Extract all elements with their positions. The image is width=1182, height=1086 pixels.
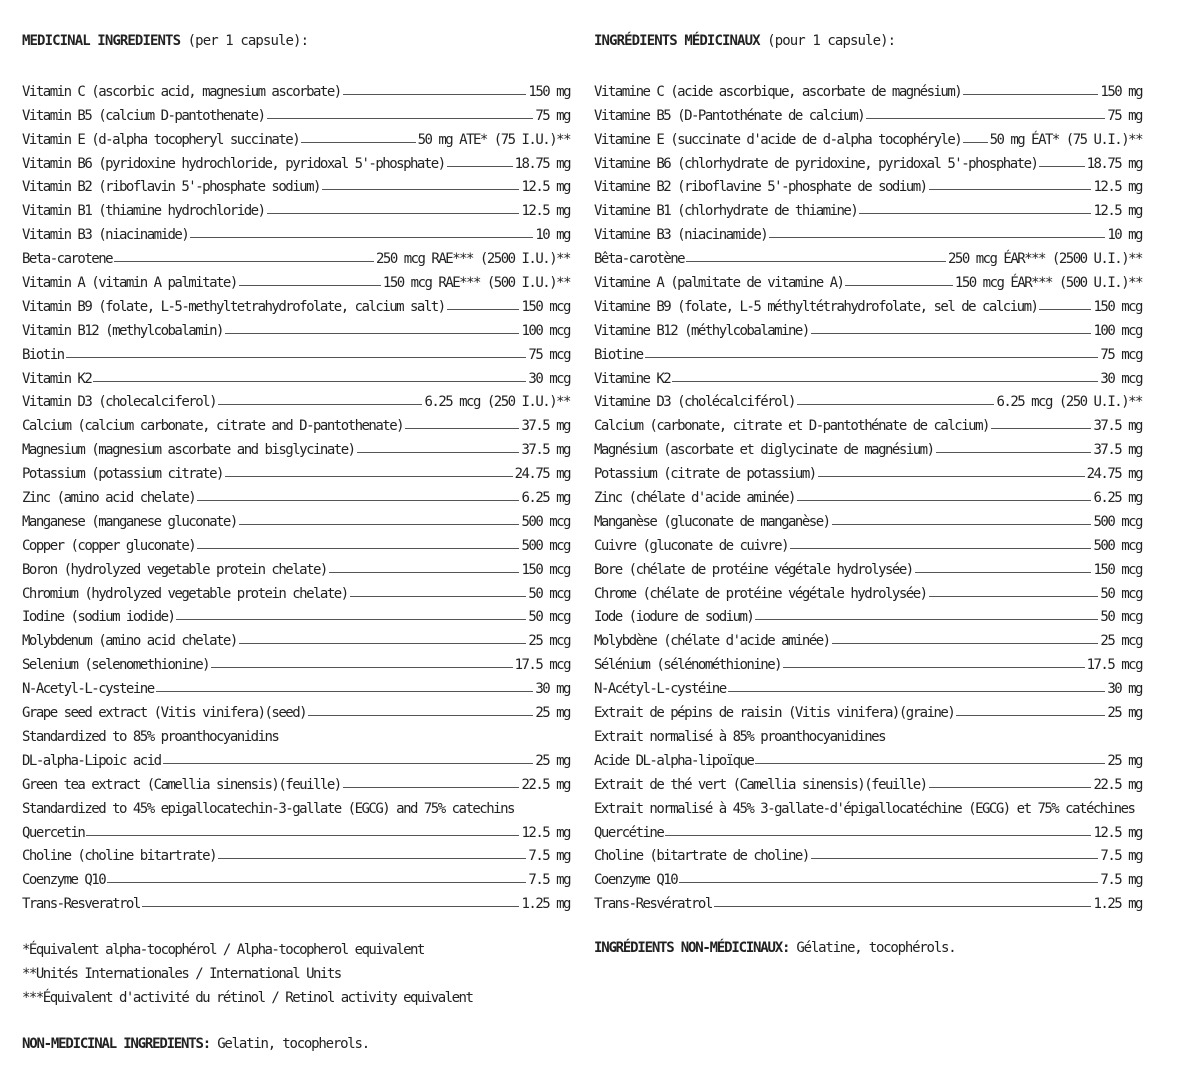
leader-line bbox=[929, 596, 1099, 597]
ingredient-name: Copper (copper gluconate) bbox=[22, 537, 196, 554]
leader-line bbox=[190, 237, 533, 238]
ingredient-name: Molybdenum (amino acid chelate) bbox=[22, 633, 237, 650]
ingredient-name: Calcium (calcium carbonate, citrate and D-pantothenate) bbox=[22, 418, 404, 435]
leader-line bbox=[357, 452, 520, 453]
ingredient-name: Potassium (potassium citrate) bbox=[22, 466, 223, 483]
ingredient-name: Vitamine E (succinate d'acide de d-alpha tocophéryle) bbox=[594, 131, 962, 148]
leader-line bbox=[343, 787, 520, 788]
ingredient-amount: 150 mcg bbox=[521, 298, 570, 315]
ingredient-row bbox=[594, 506, 1142, 530]
ingredient-amount: 50 mcg bbox=[528, 609, 570, 626]
leader-line bbox=[845, 285, 952, 286]
ingredient-row bbox=[594, 315, 1142, 339]
ingredient-name: Vitamine B6 (chlorhydrate de pyridoxine, pyridoxal 5'-phosphate) bbox=[594, 155, 1038, 172]
ingredient-name: Vitamine B2 (riboflavine 5'-phosphate de sodium) bbox=[594, 179, 927, 196]
ingredient-row bbox=[22, 315, 570, 339]
ingredient-amount: 50 mcg bbox=[528, 585, 570, 602]
ingredient-row bbox=[22, 482, 570, 506]
ingredient-name: Vitamin B2 (riboflavin 5'-phosphate sodium) bbox=[22, 179, 320, 196]
leader-line bbox=[267, 118, 534, 119]
ingredient-amount: 50 mg ATE* (75 I.U.)** bbox=[417, 131, 570, 148]
leader-line bbox=[769, 237, 1105, 238]
ingredient-row bbox=[594, 673, 1142, 697]
ingredient-name: Vitamin A (vitamin A palmitate) bbox=[22, 275, 237, 292]
leader-line bbox=[322, 189, 520, 190]
ingredient-name: Selenium (selenomethionine) bbox=[22, 657, 210, 674]
leader-line bbox=[859, 213, 1091, 214]
ingredient-name: Calcium (carbonate, citrate et D-pantothénate de calcium) bbox=[594, 418, 989, 435]
ingredient-row bbox=[594, 100, 1142, 124]
ingredient-amount: 250 mcg RAE*** (2500 I.U.)** bbox=[375, 251, 570, 268]
french-heading-bold: INGRÉDIENTS MÉDICINAUX bbox=[594, 33, 760, 49]
leader-line bbox=[239, 285, 381, 286]
ingredient-amount: 10 mg bbox=[1107, 227, 1142, 244]
leader-line bbox=[728, 691, 1106, 692]
ingredient-row bbox=[594, 434, 1142, 458]
ingredient-name: Iode (iodure de sodium) bbox=[594, 609, 754, 626]
french-column bbox=[594, 30, 1142, 912]
leader-line bbox=[405, 428, 519, 429]
leader-line bbox=[197, 548, 519, 549]
ingredient-name: N-Acetyl-L-cysteine bbox=[22, 681, 154, 698]
ingredient-row bbox=[22, 864, 570, 888]
ingredient-amount: 7.5 mg bbox=[528, 872, 570, 889]
french-non-medicinal bbox=[594, 940, 955, 956]
ingredient-row bbox=[22, 769, 570, 793]
ingredient-row bbox=[22, 506, 570, 530]
ingredient-amount: 22.5 mg bbox=[1093, 776, 1142, 793]
leader-line bbox=[329, 572, 520, 573]
ingredient-amount: 6.25 mcg (250 U.I.)** bbox=[996, 394, 1142, 411]
ingredient-name: Vitamin B12 (methylcobalamin) bbox=[22, 322, 223, 339]
ingredient-amount: 100 mcg bbox=[521, 322, 570, 339]
french-heading-rest: (pour 1 capsule): bbox=[767, 33, 896, 49]
ingredient-row bbox=[594, 578, 1142, 602]
ingredient-name: Vitamin B9 (folate, L-5-methyltetrahydrofolate, calcium salt) bbox=[22, 298, 445, 315]
leader-line bbox=[714, 906, 1092, 907]
ingredient-amount: 18.75 mg bbox=[514, 155, 570, 172]
ingredient-amount: 24.75 mg bbox=[1086, 466, 1142, 483]
ingredient-amount: 7.5 mg bbox=[1100, 872, 1142, 889]
ingredient-row bbox=[22, 363, 570, 387]
ingredient-amount: 25 mg bbox=[535, 705, 570, 722]
ingredient-name: Biotine bbox=[594, 346, 643, 363]
french-non-medicinal-value: Gélatine, tocophérols. bbox=[796, 940, 956, 956]
ingredient-row bbox=[594, 530, 1142, 554]
ingredient-row bbox=[594, 387, 1142, 411]
ingredient-amount: 30 mcg bbox=[528, 370, 570, 387]
ingredient-amount: 6.25 mg bbox=[521, 490, 570, 507]
english-heading bbox=[22, 30, 570, 52]
ingredient-row bbox=[22, 148, 570, 172]
leader-line bbox=[963, 142, 987, 143]
leader-line bbox=[645, 357, 1099, 358]
leader-line bbox=[66, 357, 527, 358]
ingredient-amount: 37.5 mg bbox=[1093, 418, 1142, 435]
ingredient-row bbox=[22, 793, 570, 817]
ingredient-row bbox=[594, 841, 1142, 865]
ingredient-row bbox=[22, 745, 570, 769]
ingredient-name: Bêta-carotène bbox=[594, 251, 685, 268]
ingredient-row bbox=[22, 817, 570, 841]
leader-line bbox=[239, 524, 520, 525]
ingredient-row bbox=[22, 530, 570, 554]
ingredient-name: Vitamin C (ascorbic acid, magnesium ascorbate) bbox=[22, 83, 341, 100]
ingredient-row bbox=[594, 602, 1142, 626]
leader-line bbox=[679, 882, 1098, 883]
ingredient-amount: 50 mcg bbox=[1100, 585, 1142, 602]
ingredient-amount: 25 mg bbox=[535, 752, 570, 769]
ingredient-amount: 37.5 mg bbox=[521, 442, 570, 459]
ingredient-name: Extrait de pépins de raisin (Vitis vinifera)(graine) bbox=[594, 705, 955, 722]
ingredient-row bbox=[22, 195, 570, 219]
ingredient-amount: 12.5 mg bbox=[521, 824, 570, 841]
ingredient-name: Trans-Resvératrol bbox=[594, 896, 712, 913]
ingredient-name: Coenzyme Q10 bbox=[22, 872, 106, 889]
leader-line bbox=[790, 548, 1091, 549]
ingredient-row bbox=[594, 697, 1142, 721]
leader-line bbox=[936, 452, 1092, 453]
ingredient-amount: 17.5 mcg bbox=[514, 657, 570, 674]
ingredient-row bbox=[22, 291, 570, 315]
ingredient-amount: 6.25 mcg (250 I.U.)** bbox=[424, 394, 570, 411]
ingredient-name: Vitamine A (palmitate de vitamine A) bbox=[594, 275, 844, 292]
leader-line bbox=[832, 524, 1092, 525]
ingredient-amount: 500 mcg bbox=[521, 513, 570, 530]
ingredient-amount: 17.5 mcg bbox=[1086, 657, 1142, 674]
ingredient-name: Molybdène (chélate d'acide aminée) bbox=[594, 633, 830, 650]
ingredient-amount: 22.5 mg bbox=[521, 776, 570, 793]
ingredient-row bbox=[22, 172, 570, 196]
ingredient-name: Cuivre (gluconate de cuivre) bbox=[594, 537, 789, 554]
leader-line bbox=[956, 715, 1105, 716]
ingredient-name: Extrait normalisé à 85% proanthocyanidines bbox=[594, 728, 886, 745]
leader-line bbox=[225, 476, 513, 477]
ingredient-amount: 6.25 mg bbox=[1093, 490, 1142, 507]
ingredient-amount: 25 mcg bbox=[1100, 633, 1142, 650]
leader-line bbox=[107, 882, 526, 883]
ingredient-row bbox=[22, 841, 570, 865]
english-heading-rest: (per 1 capsule): bbox=[187, 33, 309, 49]
leader-line bbox=[343, 94, 527, 95]
ingredient-amount: 150 mcg bbox=[1093, 298, 1142, 315]
ingredient-row bbox=[594, 649, 1142, 673]
ingredient-amount: 150 mg bbox=[528, 83, 570, 100]
ingredient-row bbox=[22, 697, 570, 721]
leader-line bbox=[86, 835, 519, 836]
ingredient-amount: 75 mg bbox=[535, 107, 570, 124]
english-non-medicinal-value: Gelatin, tocopherols. bbox=[217, 1036, 369, 1052]
ingredient-amount: 25 mcg bbox=[528, 633, 570, 650]
french-heading bbox=[594, 30, 1142, 52]
ingredient-amount: 150 mcg RAE*** (500 I.U.)** bbox=[382, 275, 570, 292]
ingredient-amount: 75 mcg bbox=[528, 346, 570, 363]
ingredient-name: Biotin bbox=[22, 346, 64, 363]
ingredient-name: Magnesium (magnesium ascorbate and bisglycinate) bbox=[22, 442, 355, 459]
ingredient-amount: 75 mcg bbox=[1100, 346, 1142, 363]
ingredient-name: Manganese (manganese gluconate) bbox=[22, 513, 237, 530]
french-non-medicinal-label: INGRÉDIENTS NON-MÉDICINAUX: bbox=[594, 940, 790, 956]
leader-line bbox=[797, 404, 995, 405]
ingredient-row bbox=[594, 195, 1142, 219]
ingredient-amount: 75 mg bbox=[1107, 107, 1142, 124]
ingredient-row bbox=[22, 554, 570, 578]
ingredient-row bbox=[22, 649, 570, 673]
ingredient-amount: 12.5 mg bbox=[1093, 203, 1142, 220]
ingredient-row bbox=[594, 745, 1142, 769]
ingredient-name: Vitamine B5 (D-Pantothénate de calcium) bbox=[594, 107, 865, 124]
ingredient-name: Magnésium (ascorbate et diglycinate de magnésium) bbox=[594, 442, 934, 459]
english-non-medicinal bbox=[22, 1036, 369, 1052]
ingredient-row bbox=[594, 625, 1142, 649]
ingredient-name: Green tea extract (Camellia sinensis)(feuille) bbox=[22, 776, 341, 793]
ingredient-amount: 37.5 mg bbox=[1093, 442, 1142, 459]
ingredient-name: Standardized to 85% proanthocyanidins bbox=[22, 728, 279, 745]
french-ingredient-list bbox=[594, 76, 1142, 912]
ingredient-name: Zinc (chélate d'acide aminée) bbox=[594, 490, 795, 507]
ingredient-name: Chrome (chélate de protéine végétale hydrolysée) bbox=[594, 585, 927, 602]
ingredient-row bbox=[594, 148, 1142, 172]
ingredient-amount: 24.75 mg bbox=[514, 466, 570, 483]
ingredient-amount: 12.5 mg bbox=[1093, 179, 1142, 196]
ingredient-name: Vitamine B1 (chlorhydrate de thiamine) bbox=[594, 203, 858, 220]
ingredient-row bbox=[594, 458, 1142, 482]
leader-line bbox=[267, 213, 520, 214]
ingredient-row bbox=[22, 387, 570, 411]
english-non-medicinal-label: NON-MEDICINAL INGREDIENTS: bbox=[22, 1036, 210, 1052]
ingredient-row bbox=[22, 339, 570, 363]
leader-line bbox=[114, 261, 374, 262]
ingredient-name: Vitamine B3 (niacinamide) bbox=[594, 227, 768, 244]
ingredient-name: Trans-Resveratrol bbox=[22, 896, 140, 913]
ingredient-name: Quercétine bbox=[594, 824, 664, 841]
ingredient-row bbox=[22, 434, 570, 458]
ingredient-amount: 37.5 mg bbox=[521, 418, 570, 435]
leader-line bbox=[818, 476, 1085, 477]
ingredient-row bbox=[594, 339, 1142, 363]
leader-line bbox=[163, 763, 534, 764]
ingredient-amount: 12.5 mg bbox=[1093, 824, 1142, 841]
ingredient-row bbox=[22, 458, 570, 482]
english-ingredient-list bbox=[22, 76, 570, 912]
footnote-rae: ***Équivalent d'activité du rétinol / Retinol activity equivalent bbox=[22, 990, 473, 1006]
leader-line bbox=[929, 787, 1092, 788]
ingredient-amount: 250 mcg ÉAR*** (2500 U.I.)** bbox=[947, 251, 1142, 268]
leader-line bbox=[225, 333, 520, 334]
ingredient-name: Vitamin B5 (calcium D-pantothenate) bbox=[22, 107, 265, 124]
leader-line bbox=[929, 189, 1092, 190]
ingredient-amount: 18.75 mg bbox=[1086, 155, 1142, 172]
leader-line bbox=[1039, 166, 1084, 167]
ingredient-row bbox=[594, 172, 1142, 196]
ingredient-amount: 30 mcg bbox=[1100, 370, 1142, 387]
ingredient-row bbox=[22, 625, 570, 649]
ingredient-name: Choline (choline bitartrate) bbox=[22, 848, 217, 865]
leader-line bbox=[832, 643, 1099, 644]
leader-line bbox=[211, 667, 512, 668]
ingredient-name: Vitamine C (acide ascorbique, ascorbate de magnésium) bbox=[594, 83, 962, 100]
ingredient-name: Sélénium (sélénométhionine) bbox=[594, 657, 782, 674]
ingredient-name: Vitamin E (d-alpha tocopheryl succinate) bbox=[22, 131, 300, 148]
ingredient-row bbox=[594, 721, 1142, 745]
ingredient-row bbox=[22, 76, 570, 100]
ingredient-name: Iodine (sodium iodide) bbox=[22, 609, 175, 626]
ingredient-name: DL-alpha-Lipoic acid bbox=[22, 752, 161, 769]
ingredient-name: Vitamine B12 (méthylcobalamine) bbox=[594, 322, 809, 339]
ingredient-name: Beta-carotene bbox=[22, 251, 113, 268]
leader-line bbox=[915, 572, 1092, 573]
ingredient-name: Grape seed extract (Vitis vinifera)(seed) bbox=[22, 705, 307, 722]
leader-line bbox=[991, 428, 1092, 429]
leader-line bbox=[811, 858, 1099, 859]
ingredient-row bbox=[22, 267, 570, 291]
english-heading-bold: MEDICINAL INGREDIENTS bbox=[22, 33, 181, 49]
ingredient-row bbox=[594, 864, 1142, 888]
leader-line bbox=[866, 118, 1105, 119]
ingredient-row bbox=[594, 554, 1142, 578]
ingredient-row bbox=[594, 793, 1142, 817]
leader-line bbox=[665, 835, 1091, 836]
ingredient-row bbox=[594, 219, 1142, 243]
footnote-iu: **Unités Internationales / International Units bbox=[22, 966, 341, 982]
leader-line bbox=[672, 381, 1098, 382]
ingredient-name: Vitamin K2 bbox=[22, 370, 92, 387]
ingredient-name: Standardized to 45% epigallocatechin-3-gallate (EGCG) and 75% catechins bbox=[22, 800, 514, 817]
leader-line bbox=[963, 94, 1098, 95]
ingredient-row bbox=[594, 482, 1142, 506]
leader-line bbox=[308, 715, 533, 716]
leader-line bbox=[797, 500, 1092, 501]
ingredient-amount: 7.5 mg bbox=[1100, 848, 1142, 865]
ingredient-amount: 150 mcg bbox=[521, 561, 570, 578]
leader-line bbox=[176, 619, 526, 620]
ingredient-name: Zinc (amino acid chelate) bbox=[22, 490, 196, 507]
ingredient-row bbox=[594, 363, 1142, 387]
ingredient-amount: 50 mcg bbox=[1100, 609, 1142, 626]
ingredient-row bbox=[594, 769, 1142, 793]
ingredient-name: Vitamin B6 (pyridoxine hydrochloride, pyridoxal 5'-phosphate) bbox=[22, 155, 445, 172]
ingredient-row bbox=[22, 888, 570, 912]
ingredient-amount: 100 mcg bbox=[1093, 322, 1142, 339]
footnote-ate: *Équivalent alpha-tocophérol / Alpha-tocopherol equivalent bbox=[22, 942, 424, 958]
leader-line bbox=[783, 667, 1084, 668]
ingredient-amount: 500 mcg bbox=[521, 537, 570, 554]
ingredient-row bbox=[22, 219, 570, 243]
ingredient-amount: 30 mg bbox=[1107, 681, 1142, 698]
ingredient-name: Coenzyme Q10 bbox=[594, 872, 678, 889]
ingredient-row bbox=[594, 291, 1142, 315]
ingredient-amount: 25 mg bbox=[1107, 752, 1142, 769]
leader-line bbox=[686, 261, 946, 262]
footnotes bbox=[22, 938, 582, 1010]
leader-line bbox=[197, 500, 519, 501]
ingredient-name: Acide DL-alpha-lipoïque bbox=[594, 752, 754, 769]
leader-line bbox=[811, 333, 1092, 334]
ingredient-amount: 1.25 mg bbox=[521, 896, 570, 913]
ingredient-row bbox=[22, 602, 570, 626]
ingredient-amount: 50 mg ÉAT* (75 U.I.)** bbox=[989, 131, 1142, 148]
ingredient-amount: 7.5 mg bbox=[528, 848, 570, 865]
ingredient-name: Vitamin D3 (cholecalciferol) bbox=[22, 394, 217, 411]
english-column bbox=[22, 30, 570, 912]
ingredient-row bbox=[594, 410, 1142, 434]
ingredient-row bbox=[594, 243, 1142, 267]
ingredient-amount: 150 mg bbox=[1100, 83, 1142, 100]
ingredient-amount: 1.25 mg bbox=[1093, 896, 1142, 913]
leader-line bbox=[142, 906, 520, 907]
ingredient-amount: 150 mcg bbox=[1093, 561, 1142, 578]
ingredient-row bbox=[594, 888, 1142, 912]
ingredient-row bbox=[594, 817, 1142, 841]
ingredient-name: Bore (chélate de protéine végétale hydrolysée) bbox=[594, 561, 913, 578]
ingredient-name: Vitamine D3 (cholécalciférol) bbox=[594, 394, 795, 411]
leader-line bbox=[156, 691, 534, 692]
leader-line bbox=[755, 763, 1105, 764]
ingredient-name: Boron (hydrolyzed vegetable protein chelate) bbox=[22, 561, 327, 578]
ingredient-name: Vitamin B3 (niacinamide) bbox=[22, 227, 189, 244]
ingredient-amount: 150 mcg ÉAR*** (500 U.I.)** bbox=[954, 275, 1142, 292]
ingredient-row bbox=[22, 673, 570, 697]
ingredient-row bbox=[22, 124, 570, 148]
ingredient-name: Vitamin B1 (thiamine hydrochloride) bbox=[22, 203, 265, 220]
ingredient-name: Vitamine B9 (folate, L-5 méthyltétrahydrofolate, sel de calcium) bbox=[594, 298, 1038, 315]
leader-line bbox=[218, 858, 526, 859]
leader-line bbox=[447, 166, 513, 167]
ingredient-row bbox=[594, 124, 1142, 148]
ingredient-row bbox=[594, 76, 1142, 100]
ingredient-name: Potassium (citrate de potassium) bbox=[594, 466, 816, 483]
ingredient-name: Choline (bitartrate de choline) bbox=[594, 848, 809, 865]
ingredient-amount: 10 mg bbox=[535, 227, 570, 244]
ingredient-amount: 500 mcg bbox=[1093, 513, 1142, 530]
ingredient-amount: 12.5 mg bbox=[521, 179, 570, 196]
ingredient-row bbox=[22, 578, 570, 602]
ingredient-row bbox=[22, 100, 570, 124]
ingredient-name: Extrait normalisé à 45% 3-gallate-d'épigallocatéchine (EGCG) et 75% catéchines bbox=[594, 800, 1135, 817]
ingredient-row bbox=[22, 721, 570, 745]
ingredient-row bbox=[22, 410, 570, 434]
ingredient-amount: 500 mcg bbox=[1093, 537, 1142, 554]
leader-line bbox=[1039, 309, 1091, 310]
ingredient-name: Extrait de thé vert (Camellia sinensis)(feuille) bbox=[594, 776, 927, 793]
ingredient-name: Vitamine K2 bbox=[594, 370, 671, 387]
ingredient-name: Quercetin bbox=[22, 824, 85, 841]
leader-line bbox=[93, 381, 526, 382]
ingredient-amount: 30 mg bbox=[535, 681, 570, 698]
ingredient-name: Manganèse (gluconate de manganèse) bbox=[594, 513, 830, 530]
leader-line bbox=[447, 309, 520, 310]
leader-line bbox=[239, 643, 527, 644]
leader-line bbox=[218, 404, 422, 405]
ingredient-name: Chromium (hydrolyzed vegetable protein chelate) bbox=[22, 585, 348, 602]
leader-line bbox=[350, 596, 527, 597]
ingredient-amount: 25 mg bbox=[1107, 705, 1142, 722]
ingredient-name: N-Acétyl-L-cystéine bbox=[594, 681, 726, 698]
leader-line bbox=[755, 619, 1098, 620]
leader-line bbox=[301, 142, 415, 143]
ingredient-amount: 12.5 mg bbox=[521, 203, 570, 220]
ingredient-row bbox=[594, 267, 1142, 291]
ingredient-row bbox=[22, 243, 570, 267]
